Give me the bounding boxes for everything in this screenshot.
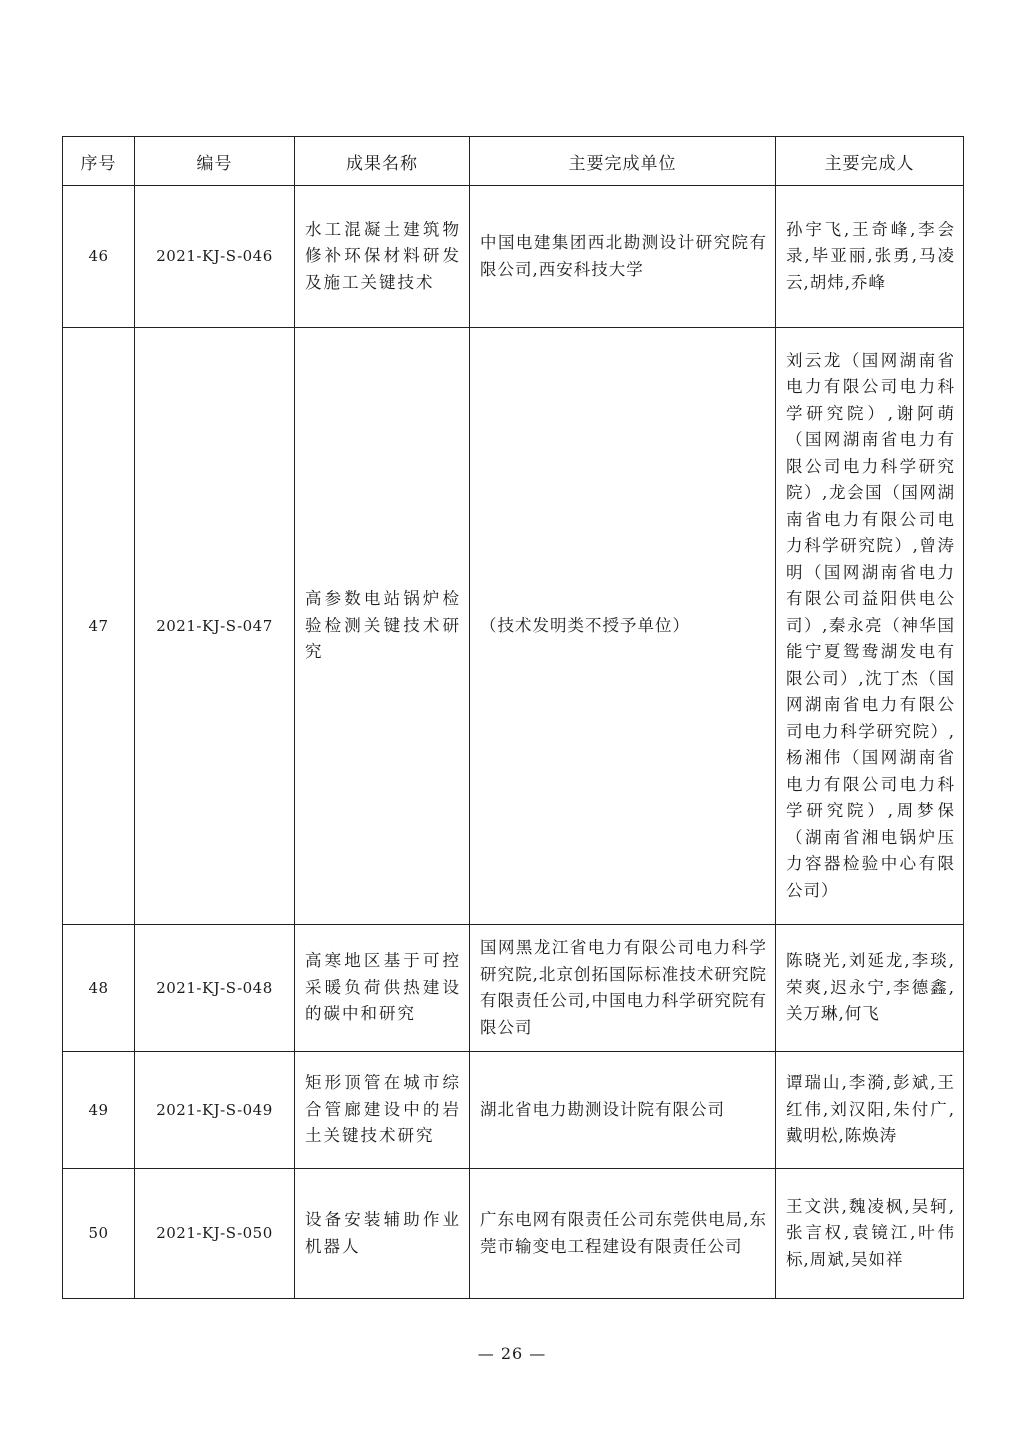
row-title: 设备安装辅助作业机器人 [295,1169,470,1299]
row-unit: 中国电建集团西北勘测设计研究院有限公司,西安科技大学 [470,186,776,328]
row-title: 高寒地区基于可控采暖负荷供热建设的碳中和研究 [295,925,470,1052]
row-serial: 50 [63,1169,135,1299]
table-header-row [63,137,964,186]
header-unit: 主要完成单位 [470,137,776,186]
header-title: 成果名称 [295,137,470,186]
row-unit: （技术发明类不授予单位） [470,328,776,925]
row-unit: 国网黑龙江省电力有限公司电力科学研究院,北京创拓国际标准技术研究院有限责任公司,中国电力科学研究院有限公司 [470,925,776,1052]
row-serial: 46 [63,186,135,328]
awards-table [62,136,964,1299]
row-code: 2021-KJ-S-047 [135,328,295,925]
row-people: 谭瑞山,李漪,彭斌,王红伟,刘汉阳,朱付广,戴明松,陈焕涛 [776,1052,964,1169]
row-code: 2021-KJ-S-048 [135,925,295,1052]
row-serial: 48 [63,925,135,1052]
row-people: 陈晓光,刘延龙,李琰,荣爽,迟永宁,李德鑫,关万琳,何飞 [776,925,964,1052]
page-number: — 26 — [477,1344,547,1363]
row-unit: 湖北省电力勘测设计院有限公司 [470,1052,776,1169]
row-title: 水工混凝土建筑物修补环保材料研发及施工关键技术 [295,186,470,328]
header-code: 编号 [135,137,295,186]
header-people: 主要完成人 [776,137,964,186]
row-serial: 47 [63,328,135,925]
table-row [63,1169,964,1299]
row-title: 矩形顶管在城市综合管廊建设中的岩土关键技术研究 [295,1052,470,1169]
table-row [63,186,964,328]
table-row [63,925,964,1052]
row-code: 2021-KJ-S-050 [135,1169,295,1299]
table-row [63,1052,964,1169]
row-unit: 广东电网有限责任公司东莞供电局,东莞市输变电工程建设有限责任公司 [470,1169,776,1299]
row-code: 2021-KJ-S-049 [135,1052,295,1169]
header-serial: 序号 [63,137,135,186]
row-serial: 49 [63,1052,135,1169]
row-code: 2021-KJ-S-046 [135,186,295,328]
row-people: 孙宇飞,王奇峰,李会录,毕亚丽,张勇,马凌云,胡炜,乔峰 [776,186,964,328]
row-people: 刘云龙（国网湖南省电力有限公司电力科学研究院）,谢阿萌（国网湖南省电力有限公司电力科学研究院）,龙会国（国网湖南省电力有限公司电力科学研究院）,曾涛明（国网湖南省电力有限公司益阳供电公司）,秦永亮（神华国能宁夏鸳鸯湖发电有限公司）,沈丁杰（国网湖南省电力有限公司电力科学研究院）,杨湘伟（国网湖南省电力有限公司电力科学研究院）,周梦保（湖南省湘电锅炉压力容器检验中心有限公司） [776,328,964,925]
table-row [63,328,964,925]
row-title: 高参数电站锅炉检验检测关键技术研究 [295,328,470,925]
row-people: 王文洪,魏凌枫,吴轲,张言权,袁镜江,叶伟标,周斌,吴如祥 [776,1169,964,1299]
